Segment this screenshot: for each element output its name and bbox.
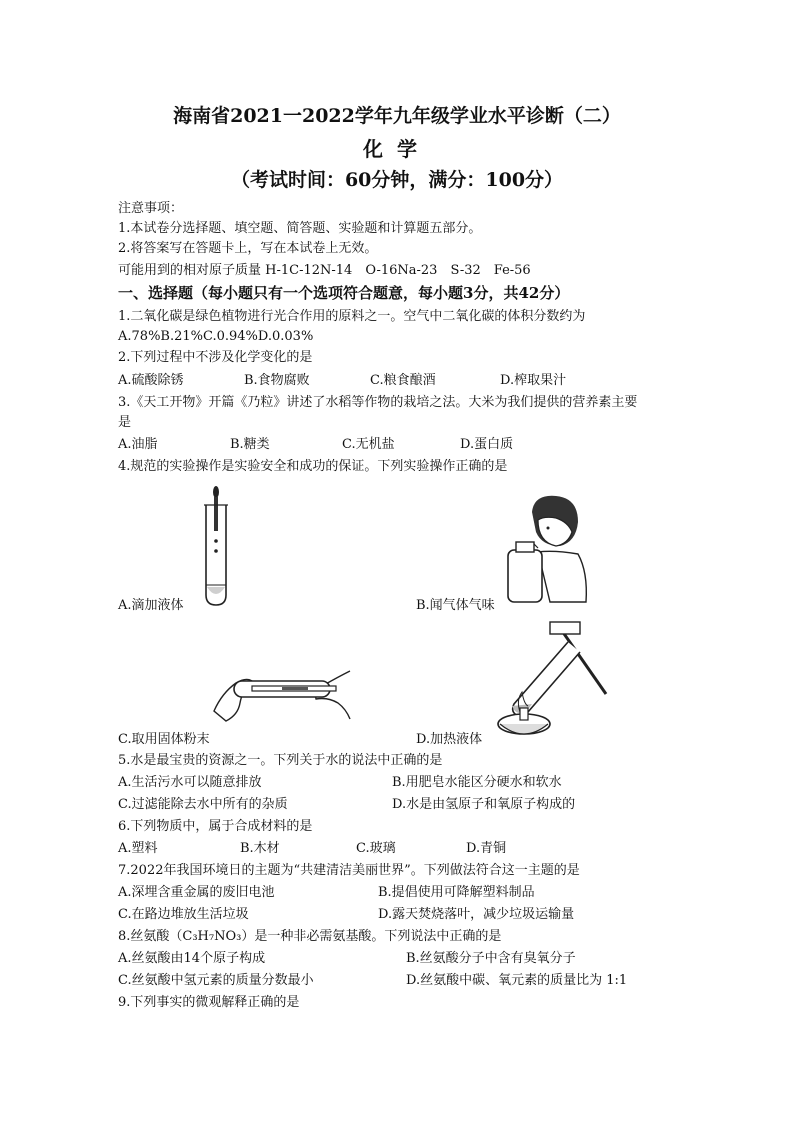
option-d: D.丝氨酸中碳、氧元素的质量比为 1:1 — [406, 973, 628, 988]
note-item: 1.本试卷分选择题、填空题、简答题、实验题和计算题五部分。 — [118, 221, 482, 236]
exam-info: （考试时间：60分钟，满分：100分） — [230, 169, 564, 191]
question-stem: 9.下列事实的微观解释正确的是 — [118, 995, 300, 1010]
heating-liquid-figure — [488, 620, 618, 740]
question-stem: 2.下列过程中不涉及化学变化的是 — [118, 350, 313, 365]
note-item: 2.将答案写在答题卡上，写在本试卷上无效。 — [118, 241, 378, 256]
question-stem: 3.《天工开物》开篇《乃粒》讲述了水稻等作物的栽培之法。大米为我们提供的营养素主要 — [118, 395, 638, 410]
option-b: B.木材 — [240, 841, 280, 856]
dropper-test-tube-figure — [198, 483, 238, 608]
option-c: C.丝氨酸中氢元素的质量分数最小 — [118, 973, 314, 988]
option-a-label: A.滴加液体 — [118, 598, 184, 613]
option-d: D.露天焚烧落叶，减少垃圾运输量 — [378, 907, 575, 922]
solid-powder-figure — [212, 663, 352, 723]
option-b-label: B.闻气体气味 — [416, 598, 495, 613]
option-d-label: D.加热液体 — [416, 732, 483, 747]
option-c: C.过滤能除去水中所有的杂质 — [118, 797, 288, 812]
option-d: D.水是由氢原子和氧原子构成的 — [392, 797, 576, 812]
question-stem: 5.水是最宝贵的资源之一。下列关于水的说法中正确的是 — [118, 753, 443, 768]
option-d: D.榨取果汁 — [500, 373, 567, 388]
note-item: 可能用到的相对原子质量 H-1C-12N-14 O-16Na-23 S-32 Fe-56 — [118, 263, 531, 278]
question-stem: 7.2022年我国环境日的主题为“共建清洁美丽世界”。下列做法符合这一主题的是 — [118, 863, 580, 878]
option-a: A.深埋含重金属的废旧电池 — [118, 885, 275, 900]
exam-title: 海南省2021一2022学年九年级学业水平诊断（二） — [173, 105, 621, 127]
smelling-gas-figure — [498, 492, 590, 604]
option-b: B.糖类 — [230, 437, 270, 452]
section-heading: 一、选择题（每小题只有一个选项符合题意，每小题3分，共42分） — [118, 284, 570, 302]
option-c: C.粮食酿酒 — [370, 373, 436, 388]
option-d: D.蛋白质 — [460, 437, 514, 452]
notes-heading: 注意事项： — [118, 201, 184, 216]
question-stem: 4.规范的实验操作是实验安全和成功的保证。下列实验操作正确的是 — [118, 459, 508, 474]
option-a: A.丝氨酸由14个原子构成 — [118, 951, 266, 966]
option-c: C.玻璃 — [356, 841, 396, 856]
option-a: A.油脂 — [118, 437, 158, 452]
option-b: B.丝氨酸分子中含有臭氧分子 — [406, 951, 576, 966]
question-stem: 8.丝氨酸（C₃H₇NO₃）是一种非必需氨基酸。下列说法中正确的是 — [118, 929, 502, 944]
option-a: A.生活污水可以随意排放 — [118, 775, 262, 790]
option-b: B.食物腐败 — [244, 373, 310, 388]
question-stem: 1.二氧化碳是绿色植物进行光合作用的原料之一。空气中二氧化碳的体积分数约为 — [118, 309, 586, 324]
option-a: A.硫酸除锈 — [118, 373, 184, 388]
option-a: A.塑料 — [118, 841, 158, 856]
option-b: B.用肥皂水能区分硬水和软水 — [392, 775, 562, 790]
option-c-label: C.取用固体粉末 — [118, 732, 210, 747]
option-d: D.青铜 — [466, 841, 507, 856]
question-stem-continued: 是 — [118, 415, 132, 430]
question-stem: 6.下列物质中，属于合成材料的是 — [118, 819, 313, 834]
subject-title: 化学 — [363, 137, 431, 161]
question-options: A.78%B.21%C.0.94%D.0.03% — [118, 329, 314, 344]
option-c: C.在路边堆放生活垃圾 — [118, 907, 249, 922]
option-b: B.提倡使用可降解塑料制品 — [378, 885, 535, 900]
option-c: C.无机盐 — [342, 437, 395, 452]
